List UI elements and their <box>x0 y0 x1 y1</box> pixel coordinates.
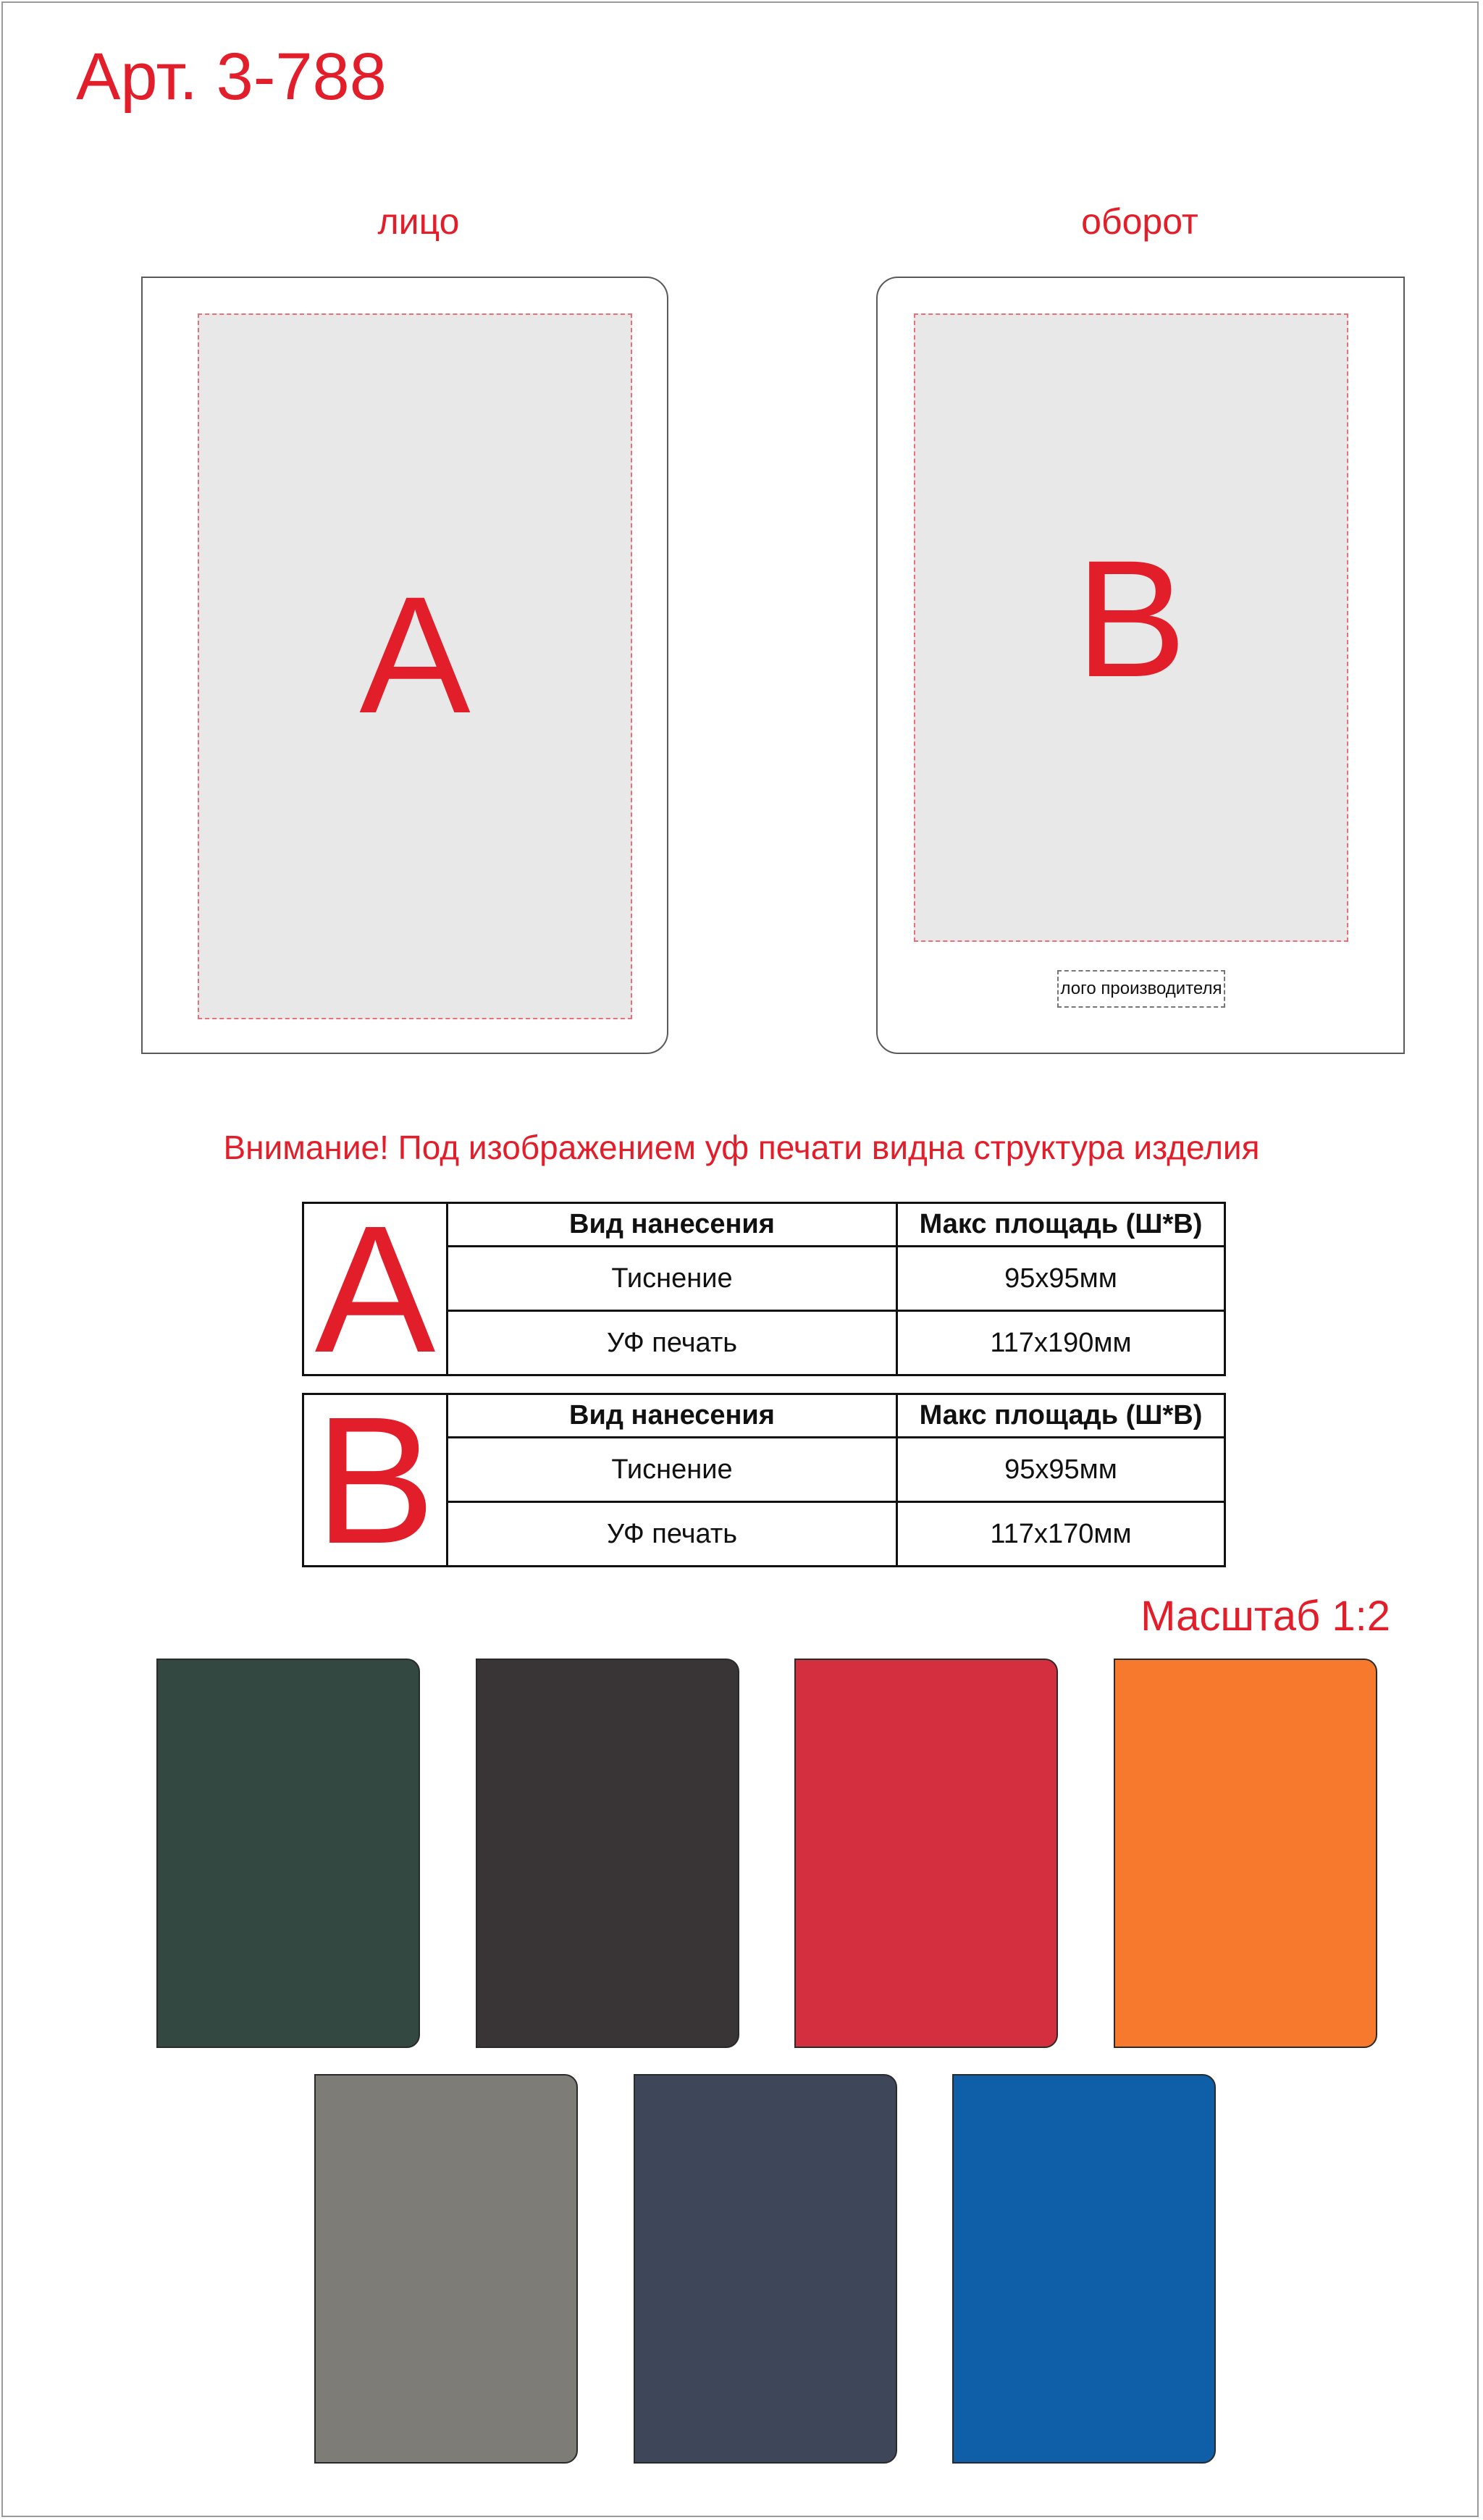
spec-table-a <box>302 1187 1226 1390</box>
article-title: Арт. 3-788 <box>76 40 387 114</box>
table-b-row1-method: Тиснение <box>448 1438 897 1502</box>
front-label: лицо <box>377 201 460 242</box>
manufacturer-logo-box: лого производителя <box>1057 970 1225 1008</box>
color-swatch-3 <box>794 1659 1058 2048</box>
back-area-letter: B <box>1075 526 1187 712</box>
table-a-row1-area: 95x95мм <box>897 1247 1225 1311</box>
spec-table-b <box>302 1378 1226 1581</box>
table-b-letter: B <box>303 1394 448 1567</box>
color-swatch-5 <box>314 2074 578 2464</box>
table-a-header-method: Вид нанесения <box>448 1203 897 1247</box>
color-swatch-1 <box>156 1659 420 2048</box>
front-cover <box>141 277 668 1054</box>
back-cover <box>876 277 1405 1054</box>
scale-label: Масштаб 1:2 <box>1140 1593 1390 1640</box>
color-swatch-7 <box>952 2074 1216 2464</box>
notice-text: Внимание! Под изображением уф печати видна структура изделия <box>223 1129 1260 1166</box>
table-b-header-method: Вид нанесения <box>448 1394 897 1438</box>
table-b-row2-area: 117x170мм <box>897 1502 1225 1567</box>
table-a-header-area: Макс площадь (Ш*В) <box>897 1203 1225 1247</box>
table-b-row2-method: УФ печать <box>448 1502 897 1567</box>
table-a-letter: A <box>303 1203 448 1375</box>
color-swatch-2 <box>476 1659 739 2048</box>
back-label: оборот <box>1081 201 1198 242</box>
table-b-header-area: Макс площадь (Ш*В) <box>897 1394 1225 1438</box>
back-print-area <box>914 313 1348 942</box>
color-swatch-6 <box>634 2074 897 2464</box>
table-a-row2-method: УФ печать <box>448 1311 897 1375</box>
color-swatch-4 <box>1114 1659 1377 2048</box>
front-area-letter: A <box>359 562 471 748</box>
table-b-row1-area: 95x95мм <box>897 1438 1225 1502</box>
table-a-row1-method: Тиснение <box>448 1247 897 1311</box>
table-a-row2-area: 117x190мм <box>897 1311 1225 1375</box>
front-print-area <box>198 313 632 1019</box>
